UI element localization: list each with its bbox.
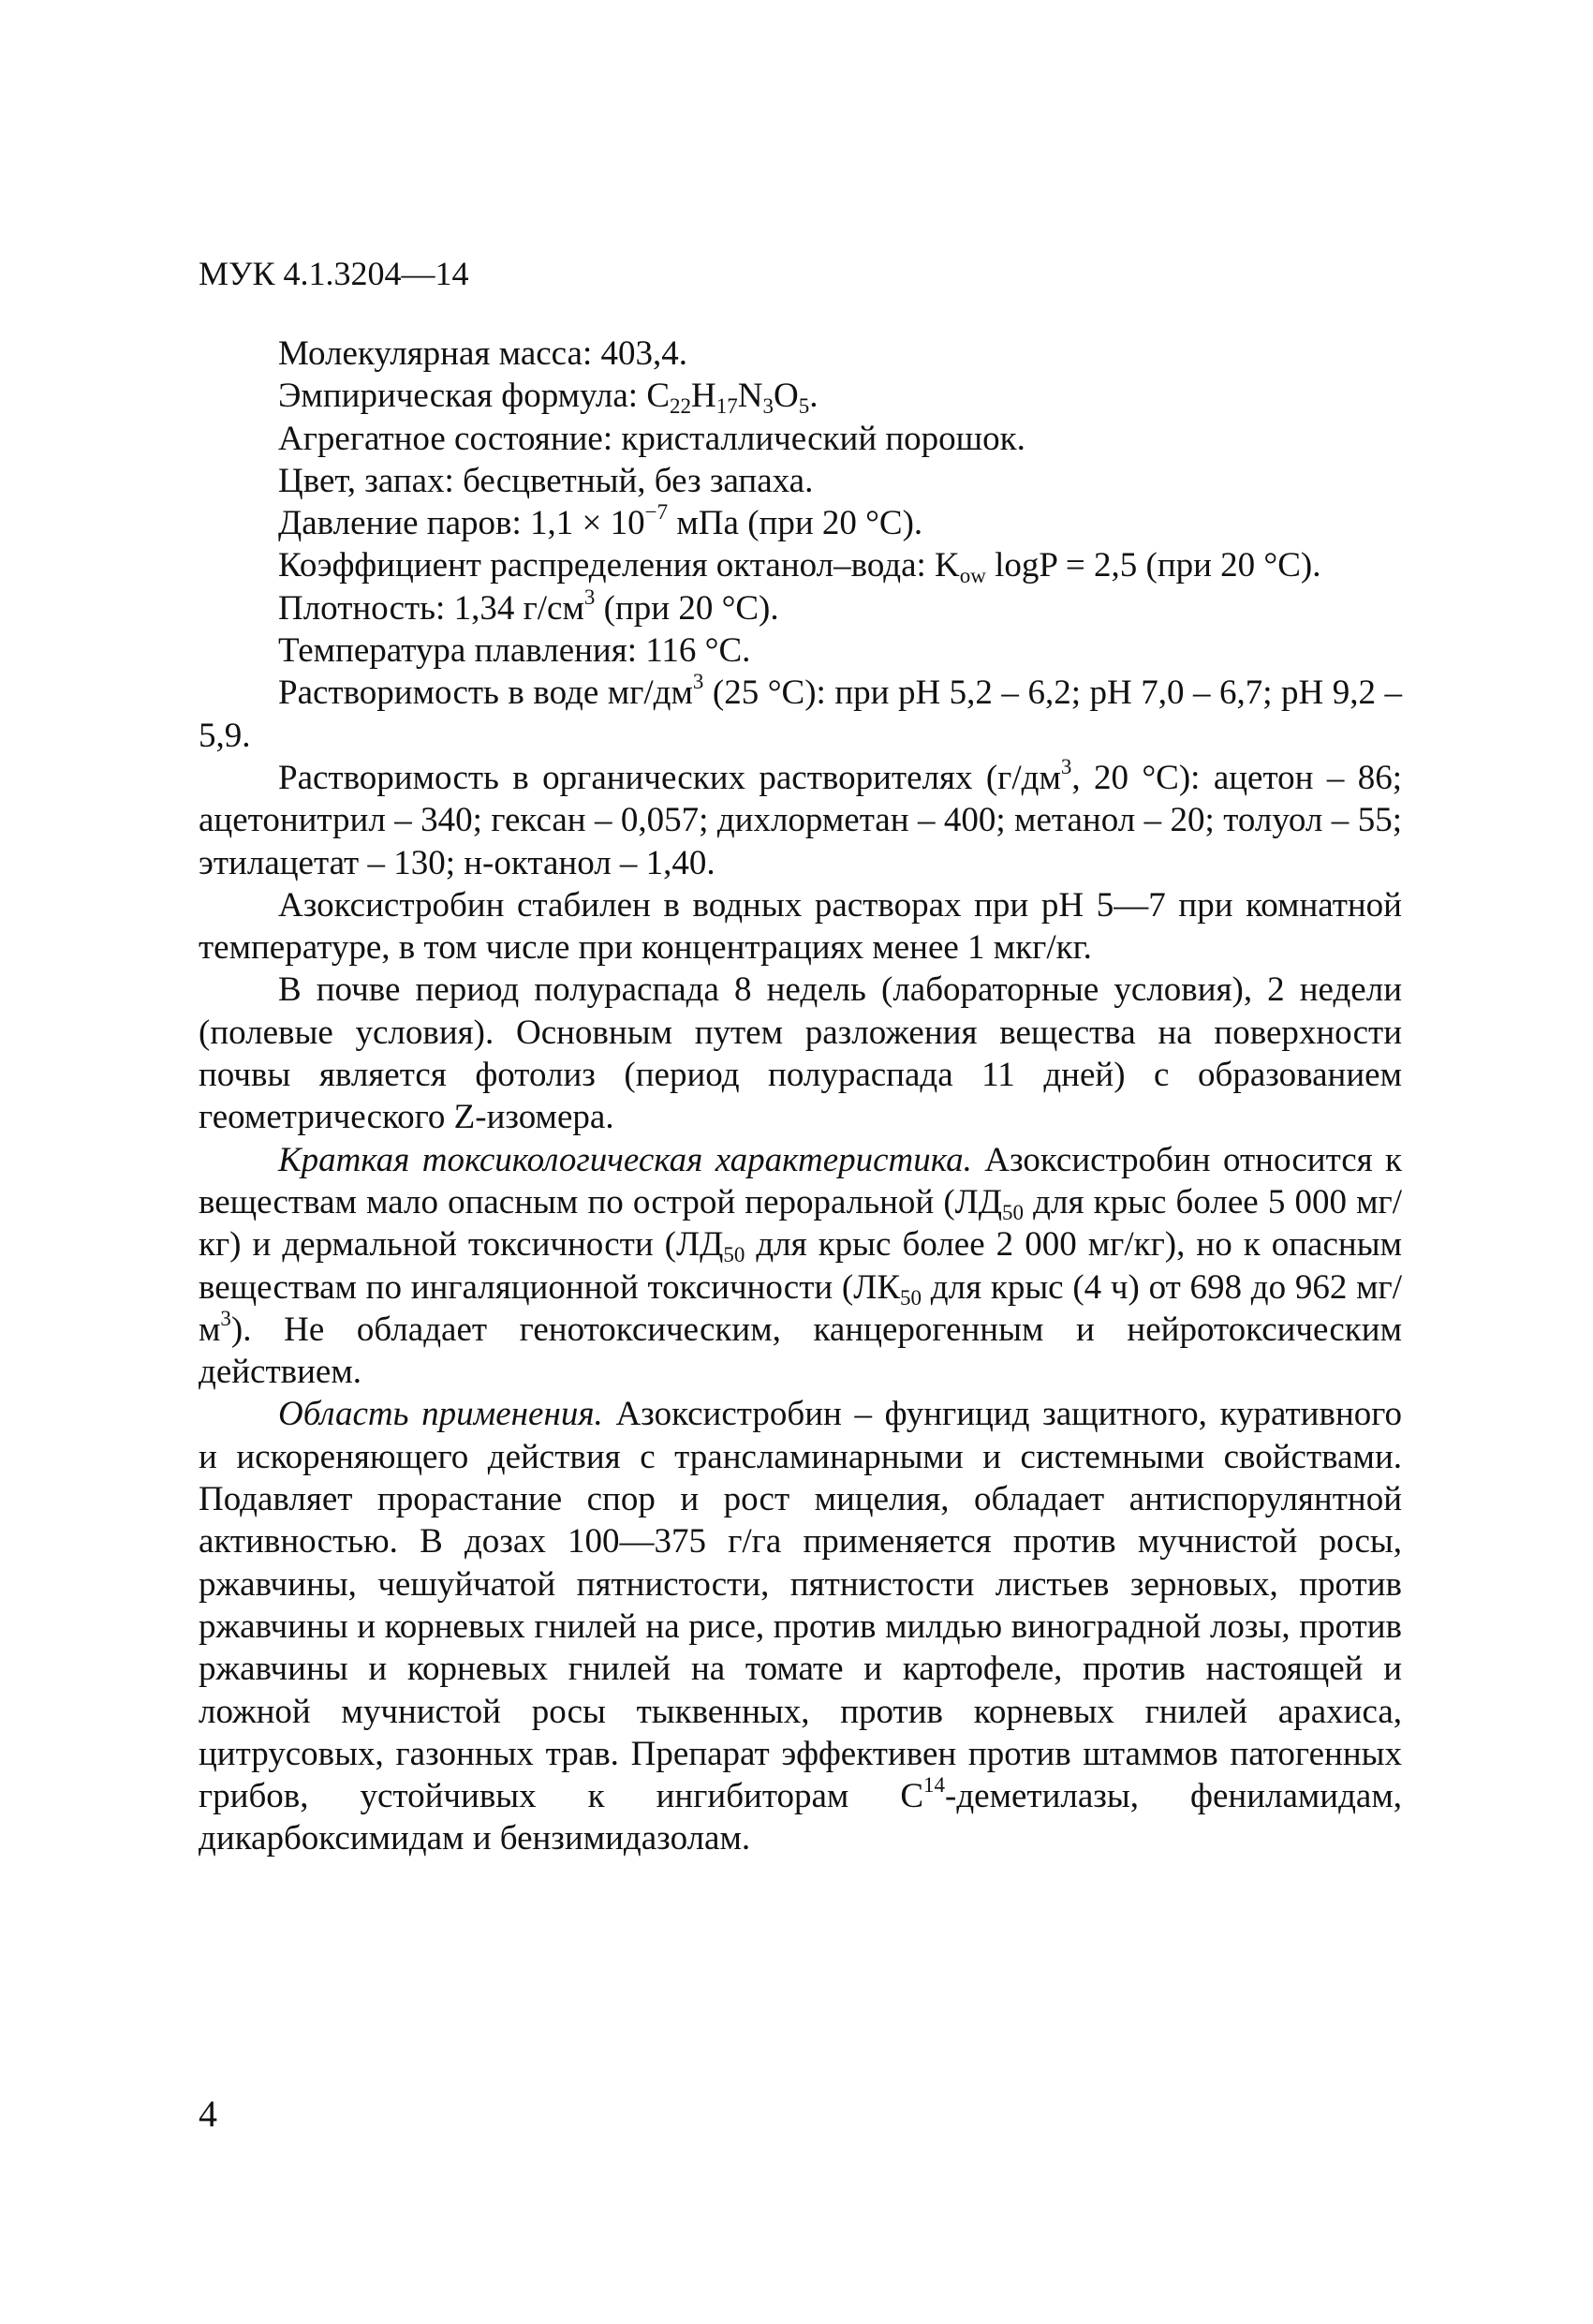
water-solubility: Растворимость в воде $мг/дм^3$ (25 °С): при рН 5,2 – 6,2; рН 7,0 – 6,7; рН 9,2 – 5,9.: [199, 670, 1402, 755]
document-body: [199, 333, 1402, 1860]
page-number: 4: [199, 2093, 217, 2135]
density: Плотность: 1,34 $г/см^3$ (при 20 °С).: [278, 585, 779, 628]
empirical-formula: Эмпирическая формула: $C_{22}H_{17}N_3O_5$.: [278, 377, 819, 419]
vapor-pressure: Давление паров: $1,1 \times 10^{-7}$ мПа (при 20 °С).: [278, 500, 923, 543]
toxicology-heading: Краткая токсикологическая характеристика.: [278, 1140, 972, 1179]
partition-coefficient: Коэффициент распределения октанол–вода: $K_{ow}$ logP = 2,5 (при 20 °С).: [278, 546, 1321, 588]
stability-paragraph: Азоксистробин стабилен в водных растворах при рН 5—7 при комнатной температуре, в том числе при концентрациях менее 1 мкг/кг.: [199, 885, 1402, 968]
soil-paragraph: В почве период полураспада 8 недель (лабораторные условия), 2 недели (полевые условия). Основным путем разложения вещества на поверхности почвы является фотолиз (период полураспада 11 дней) с образованием геометрического Z-изомера.: [199, 970, 1402, 1137]
molecular-mass: Молекулярная масса: 403,4.: [278, 334, 688, 373]
application-paragraph: Область применения. Азоксистробин – фунгицид защитного, куративного и искореняющего действия с трансламинарными и системными свойствами. Подавляет прорастание спор и рост мицелия, обладает антиспорулянтной активностью. В дозах 100—375 г/га применяется против мучнистой росы, ржавчины, чешуйчатой пятнистости, пятнистости листьев зерновых, против ржавчины и корневых гнилей на рисе, против милдью виноградной лозы, против ржавчины и корневых гнилей на томате и картофеле, против настоящей и ложной мучнистой росы тыквенных, против корневых гнилей арахиса, цитрусовых, газонных трав. Препарат эффективен против штаммов патогенных грибов, устойчивых к ингибиторам $C^{14}$-деметилазы, фениламидам, дикарбоксимидам и бензимидазолам.: [199, 1395, 1403, 1858]
color-odor: Цвет, запах: бесцветный, без запаха.: [278, 461, 814, 500]
organic-solubility: Растворимость в органических растворителях ($г/дм^3$, 20 °С): ацетон – 86; ацетонитрил – 340; гексан – 0,057; дихлорметан – 400; метанол – 20; толуол – 55; этилацетат – 130; н-октанол – 1,40.: [199, 754, 1403, 882]
aggregate-state: Агрегатное состояние: кристаллический порошок.: [278, 419, 1025, 458]
toxicology-paragraph: Краткая токсикологическая характеристика. Азоксистробин относится к веществам мало опасным по острой пероральной ($ЛД_{50}$ для крыс более 5 000 мг/кг) и дермальной токсичности ($ЛД_{50}$ для крыс более 2 000 мг/кг), но к опасным веществам по ингаляционной токсичности ($ЛК_{50}$ для крыс (4 ч) от 698 до 962 $мг/м^3$). Не обладает генотоксическим, канцерогенным и нейротоксическим действием.: [199, 1140, 1402, 1392]
document-code: МУК 4.1.3204—14: [199, 255, 469, 292]
application-heading: Область применения.: [278, 1395, 603, 1434]
melting-point: Температура плавления: 116 °С.: [278, 631, 751, 671]
